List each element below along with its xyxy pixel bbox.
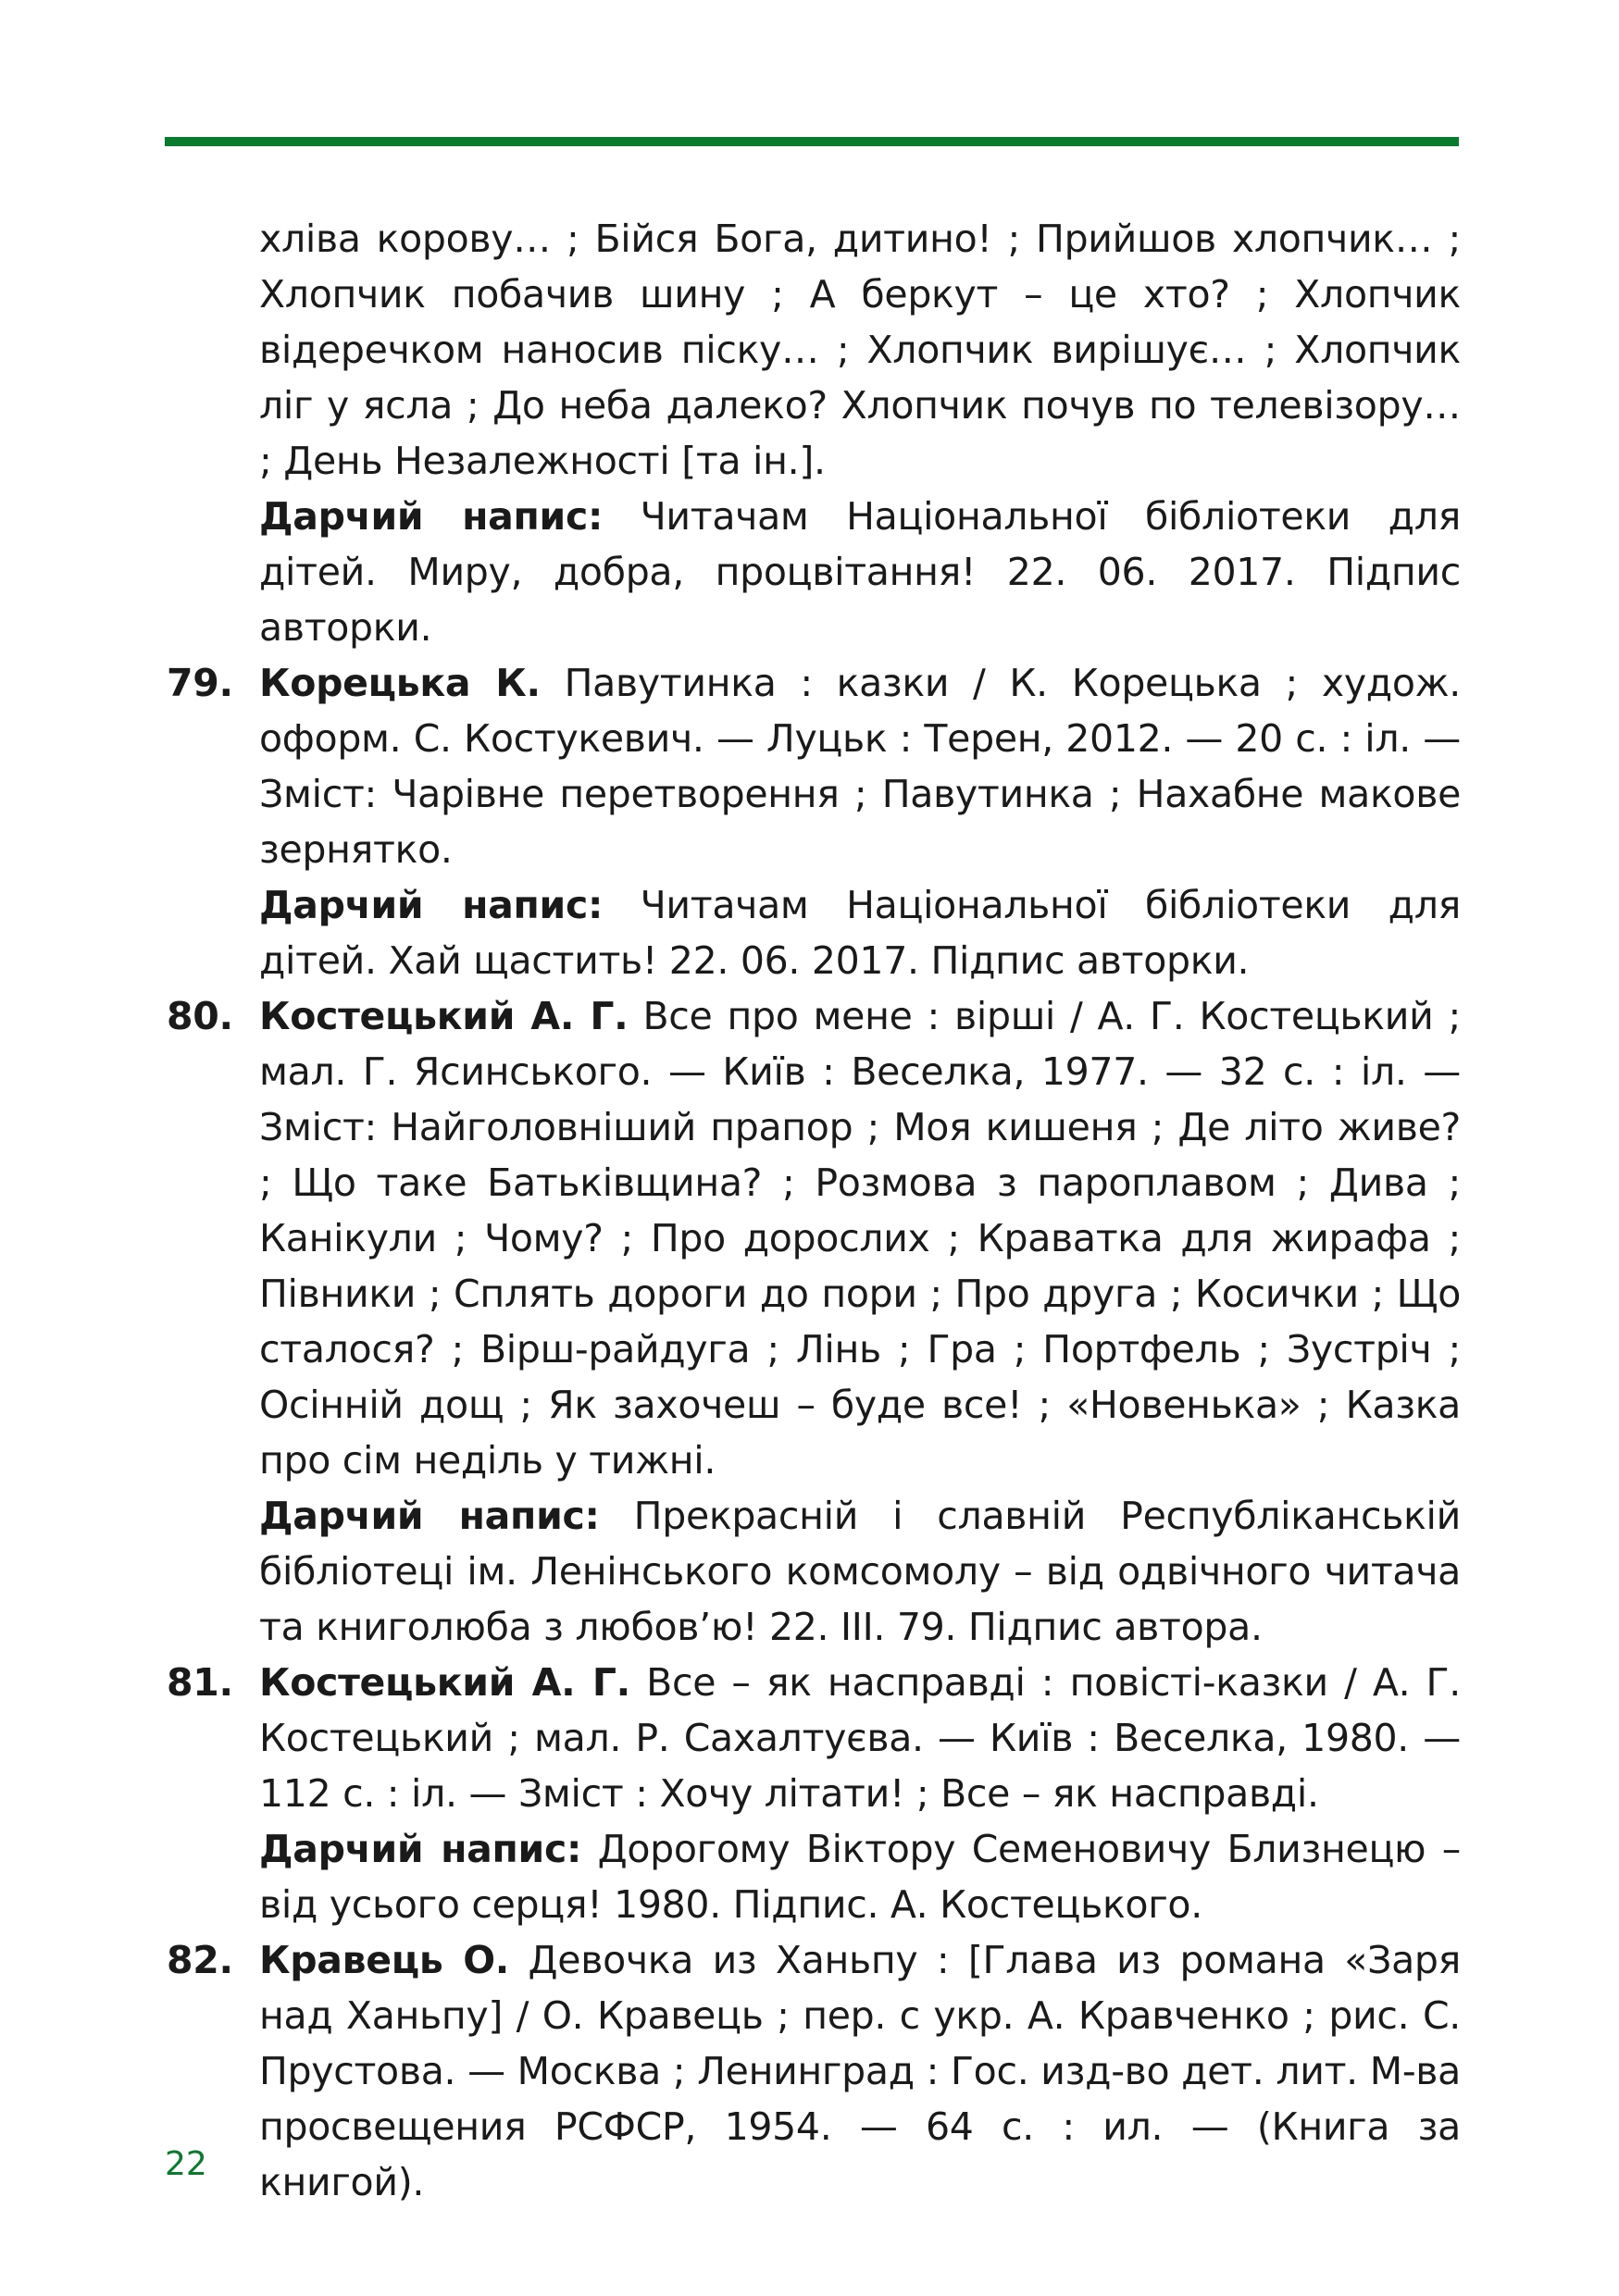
page-number: 22 [165, 2145, 207, 2183]
note-label: Дарчий напис: [259, 883, 604, 927]
entry-number: 80. [167, 994, 233, 1038]
note-text: Прекрасній і славній Республіканській бібліотеці ім. Ленінського комсомолу – від одвічного читача та книголюба з любов’ю! 22. III. 79. Підпис автора. [259, 1494, 1461, 1649]
entry-author: Костецький А. Г. [259, 1660, 630, 1705]
note-text: Читачам Національної бібліотеки для дітей. Миру, добра, процвітання! 22. 06. 2017. Підпис авторки. [259, 494, 1461, 650]
entry-text: Костецький А. Г. Все – як насправді : повісті-казки / А. Г. Костецький ; мал. Р. Сахалтуєва. — Київ : Веселка, 1980. — 112 с. : іл. — Зміст : Хочу літати! ; Все – як насправді. [259, 1660, 1461, 1816]
dedication-note [259, 877, 1461, 988]
note-label: Дарчий напис: [259, 1494, 600, 1538]
entry-author: Костецький А. Г. [259, 994, 629, 1038]
entry-text: Корецька К. Павутинка : казки / К. Корецька ; худож. оформ. С. Костукевич. — Луцьк : Терен, 2012. — 20 с. : іл. — Зміст: Чарівне перетворення ; Павутинка ; Нахабне макове зернятко. [259, 661, 1461, 872]
entry-number: 81. [167, 1660, 233, 1705]
dedication-note [259, 1488, 1461, 1655]
dedication-note [259, 489, 1461, 655]
entry-number: 79. [167, 661, 233, 705]
bibliography-entry [167, 988, 1461, 1655]
note-text: Читачам Національної бібліотеки для дітей. Хай щастить! 22. 06. 2017. Підпис авторки. [259, 883, 1461, 983]
bibliography-entry [167, 655, 1461, 988]
note-label: Дарчий напис: [259, 494, 604, 539]
entry-author: Корецька К. [259, 661, 541, 705]
note-label: Дарчий напис: [259, 1827, 582, 1871]
bibliography-entry [167, 1932, 1461, 2210]
bibliography-entry [167, 1655, 1461, 1932]
entry-number: 82. [167, 1938, 233, 1982]
dedication-note [259, 1821, 1461, 1932]
entry-text: хліва корову… ; Бійся Бога, дитино! ; Прийшов хлопчик… ; Хлопчик побачив шину ; А беркут – це хто? ; Хлопчик відеречком наносив піску… ; Хлопчик вирішує… ; Хлопчик ліг у ясла ; До неба далеко? Хлопчик почув по телевізору… ; День Незалежності [та ін.]. [259, 217, 1461, 483]
entry-author: Кравець О. [259, 1938, 510, 1982]
header-rule [165, 137, 1459, 146]
note-text: Дорогому Віктору Семеновичу Близнецю – від усього серця! 1980. Підпис. А. Костецького. [259, 1827, 1461, 1927]
entry-text: Кравець О. Девочка из Ханьпу : [Глава из романа «Заря над Ханьпу] / О. Кравець ; пер. с укр. А. Кравченко ; рис. С. Прустова. — Москва ; Ленинград : Гос. изд-во дет. лит. М-ва просвещения РСФСР, 1954. — 64 с. : ил. — (Книга за книгой). [259, 1938, 1461, 2204]
entry-text: Костецький А. Г. Все про мене : вірші / А. Г. Костецький ; мал. Г. Ясинського. — Київ : Веселка, 1977. — 32 с. : іл. — Зміст: Найголовніший прапор ; Моя кишеня ; Де літо живе? ; Що таке Батьківщина? ; Розмова з пароплавом ; Дива ; Канікули ; Чому? ; Про дорослих ; Краватка для жирафа ; Півники ; Сплять дороги до пори ; Про друга ; Косички ; Що сталося? ; Вірш-райдуга ; Лінь ; Гра ; Портфель ; Зустріч ; Осінній дощ ; Як захочеш – буде все! ; «Новенька» ; Казка про сім неділь у тижні. [259, 994, 1461, 1483]
page-content [167, 211, 1461, 2210]
continuation-entry [167, 211, 1461, 655]
